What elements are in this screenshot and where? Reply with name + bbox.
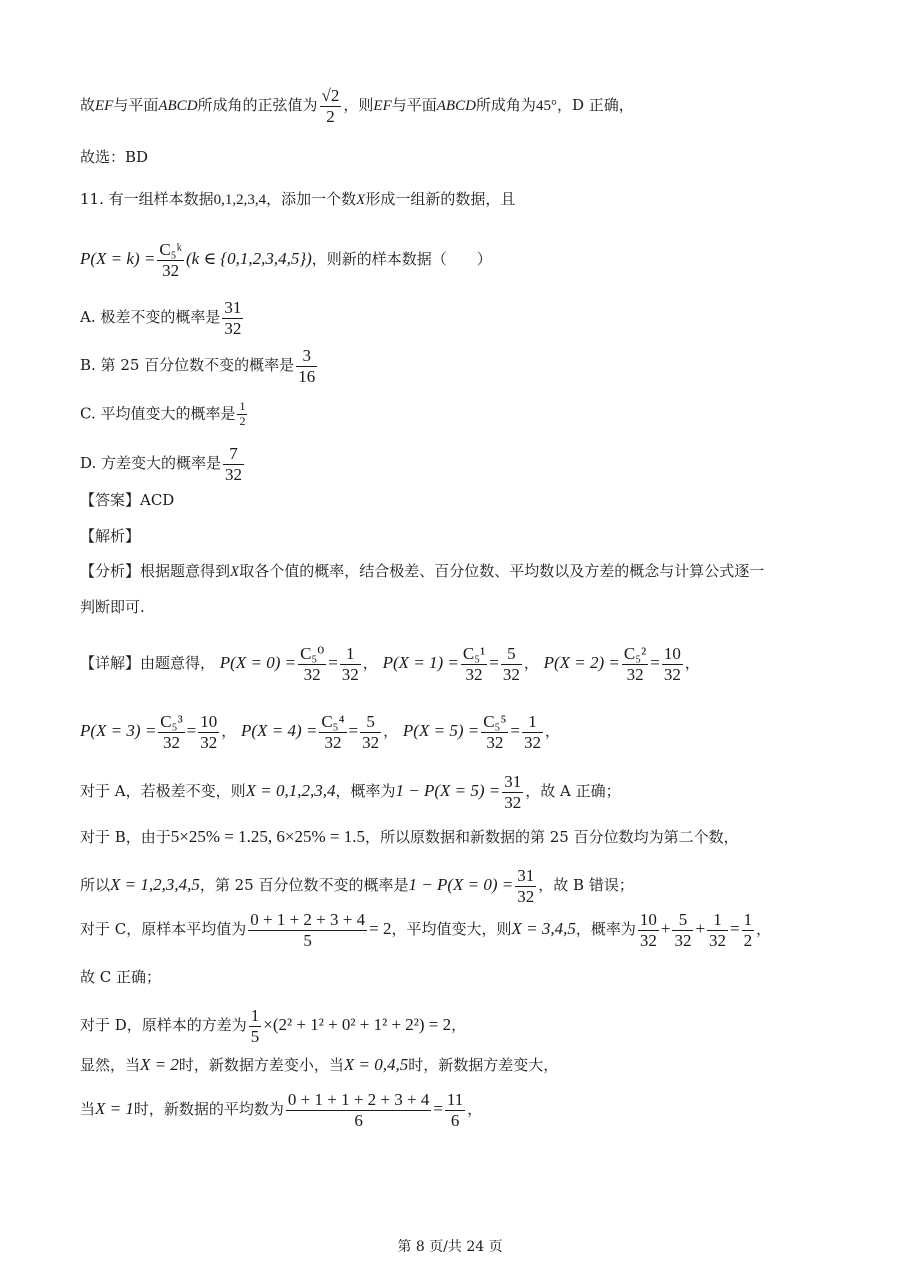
text: 故 [80,96,96,115]
option-b [80,346,319,386]
text: ，概率为 [575,920,636,939]
denominator: 32 [303,664,321,684]
text: 时，新数据方差变大， [408,1056,559,1074]
fraction-sqrt2-over-2 [320,86,342,126]
math: 1 − P(X = 5) = [395,781,501,801]
denominator: 32 [663,664,681,684]
fraction [707,910,728,950]
denominator: 6 [354,1110,363,1130]
math: ABCD [436,98,476,115]
math: X = 3,4,5 [511,919,576,939]
math: X = 2 [140,1055,179,1074]
probability-definition [80,240,492,280]
fraction [248,910,367,950]
denominator: 32 [674,930,692,950]
denominator: 32 [324,732,342,752]
fraction [638,910,659,950]
math: X [230,564,240,580]
option-c [80,400,249,429]
analysis-line-1 [80,564,764,580]
obviously-line [80,1056,558,1073]
analysis-line-2: 判断即可. [80,598,145,616]
analysis-heading: 【解析】 [80,527,141,545]
numerator: C₅² [623,644,647,663]
denominator: 32 [502,664,520,684]
numerator: 31 [504,772,522,791]
numerator: 7 [223,444,244,465]
text: 对于 D，原样本的方差为 [80,1016,247,1035]
math: ×(2² + 1² + 0² + 1² + 2²) = 2 [263,1015,452,1035]
text: ，故 B 错误； [538,876,634,895]
text: A. 极差不变的概率是 [80,308,221,327]
math: P(X = 0) = [219,653,297,673]
fraction [672,910,693,950]
numerator: 10 [663,644,681,663]
text: C. 平均值变大的概率是 [80,404,236,423]
fraction [157,240,184,280]
math: P(X = k) = [80,249,156,269]
fraction [501,644,522,684]
question-11-stem [80,192,515,208]
numerator: 10 [639,910,657,929]
text: 时，新数据的平均数为 [133,1100,284,1119]
text: 时，新数据方差变小，当 [178,1056,344,1074]
fraction [515,866,536,906]
numerator: 1 [239,399,246,413]
math: ABCD [158,98,198,115]
math: X = 0,4,5 [343,1055,409,1074]
fraction [445,1090,465,1130]
text: 与平面 [391,96,437,115]
fraction [481,712,508,752]
denominator: 6 [450,1110,460,1130]
numerator: C₅⁰ [300,644,325,663]
fraction [298,644,326,684]
denominator: 16 [298,366,316,386]
numerator: 31 [224,298,242,317]
fraction [158,712,184,752]
numerator: C₅⁵ [483,712,507,731]
math: X = 0,1,2,3,4 [245,781,336,801]
answer: 【答案】ACD [80,491,175,509]
math: 0,1,2,3,4 [213,192,267,208]
numerator: 5 [501,644,522,665]
page-footer: 第 8 页/共 24 页 [397,1239,503,1255]
fraction [223,444,244,484]
denominator: 32 [504,792,522,812]
math: X = 1,2,3,4,5 [110,875,200,895]
numerator: 11 [446,1090,464,1109]
text: 【详解】由题意得， [80,654,216,673]
fraction [296,346,317,386]
numerator: 31 [517,866,535,885]
denominator: 2 [743,930,753,950]
text: ，则新的样本数据（ ） [311,250,492,269]
denominator: 5 [303,930,312,950]
denominator: 32 [639,930,657,950]
fraction [237,400,247,429]
denominator: 32 [341,664,359,684]
text: ， [756,920,772,939]
option-a [80,298,245,338]
denominator: 32 [162,260,180,280]
text: 与平面 [113,96,159,115]
choose-line: 故选：BD [80,148,149,166]
text: ，添加一个数 [266,190,357,208]
text: ， [467,1100,483,1119]
text: D. 方差变大的概率是 [80,454,222,473]
text: 当 [80,1100,96,1119]
text: ，平均值变大，则 [391,920,512,939]
fraction [286,1090,431,1130]
denominator: 32 [517,886,535,906]
so-b-line [80,866,634,906]
math: P(X = 2) = [543,653,620,673]
line-sine-value [80,86,634,126]
numerator: 1 [522,712,543,733]
numerator: C₅ᵏ [159,240,182,259]
math: P(X = 4) = [241,721,318,741]
math: X = 1 [95,1099,134,1119]
fraction [742,910,755,950]
numerator: C₅⁴ [321,712,345,731]
fraction [319,712,346,752]
text: 【分析】根据题意得到 [80,562,231,580]
for-a-line [80,772,621,812]
for-b-line [80,828,739,845]
for-c-line: 对于 C，原样本平均值为 $\frac{0 + 1 + 2 + 3 + 4}{5}$ = 2，平均值变大，则X = 3,4,5，概率为 $\frac{10}{32}$ + $\frac{5}{32}$ + $\frac{1}{32}$ = $\frac{1}{2}$ ， [80,910,772,950]
numerator: 10 [200,712,218,731]
math: X [356,192,366,208]
text: ，概率为 [335,782,396,801]
denominator: 32 [200,732,218,752]
text: ， [451,1016,467,1035]
denominator: 5 [250,1026,260,1046]
fraction [622,644,648,684]
text: 对于 C，原样本平均值为 [80,920,247,939]
math: EF [95,98,114,115]
math: 5×25% = 1.25, 6×25% = 1.5 [170,827,365,846]
text: 11. 有一组样本数据 [80,190,214,208]
numerator: 0 + 1 + 2 + 3 + 4 [250,910,366,929]
fraction [522,712,543,752]
denominator: 2 [239,413,246,428]
numerator: 5 [360,712,381,733]
text: 所成角的正弦值为 [197,96,318,115]
numerator: C₅³ [160,712,183,731]
text: ，则 [343,96,374,115]
text: ，故 A 正确； [525,782,621,801]
numerator: 1 [340,644,361,665]
numerator: 1 [250,1006,260,1025]
numerator: √2 [321,86,340,105]
denominator: 32 [225,464,243,484]
fraction [461,644,487,684]
text: 所以 [80,876,111,895]
text: B. 第 25 百分位数不变的概率是 [80,356,295,375]
denominator: 32 [465,664,483,684]
c-correct-line: 故 C 正确； [80,968,162,986]
fraction [340,644,361,684]
text: ，D 正确， [556,96,634,115]
text: ，所以原数据和新数据的第 25 百分位数均为第二个数， [364,828,739,846]
numerator: 5 [672,910,693,931]
numerator: 1 [707,910,728,931]
text: 显然，当 [80,1056,141,1074]
math: EF [373,98,392,115]
denominator: 32 [709,930,727,950]
math: 45° [535,98,557,115]
denominator: 32 [486,732,504,752]
detail-probabilities-1: 【详解】由题意得， P(X = 0) = $\frac{\text{C₅⁰}}{32}$ = $\frac{1}{32}$ ， P(X = 1) = $\frac{\text{C₅¹}}{32}$ = $\frac{5}{32}$ ， P(X = 2) = $\frac{\text{C₅²}}{32}$ = $\frac{10}{32}$ ， [80,644,700,684]
text: 取各个值的概率，结合极差、百分位数、平均数以及方差的概念与计算公式逐一 [239,562,765,580]
math: P(X = 1) = [382,653,459,673]
numerator: 1 [743,910,753,929]
denominator: 32 [362,732,380,752]
numerator: C₅¹ [462,644,486,663]
text: ，第 25 百分位数不变的概率是 [199,876,409,895]
fraction [502,772,523,812]
text: 对于 A，若极差不变，则 [80,782,246,801]
fraction [198,712,219,752]
text: 所成角为 [475,96,536,115]
fraction [249,1006,262,1046]
fraction [662,644,683,684]
text: 对于 B，由于 [80,828,171,846]
denominator: 32 [524,732,542,752]
option-d [80,444,246,484]
denominator: 2 [326,106,335,126]
when-x1-line: 当X = 1时，新数据的平均数为 $\frac{0 + 1 + 1 + 2 + 3 + 4}{6}$ = $\frac{11}{6}$ ， [80,1090,483,1130]
math: = 2 [369,919,392,939]
detail-probabilities-2: P(X = 3) = $\frac{\text{C₅³}}{32}$ = $\frac{10}{32}$ ， P(X = 4) = $\frac{\text{C₅⁴}}{32}$ = $\frac{5}{32}$ ， P(X = 5) = $\frac{\text{C₅⁵}}{32}$ = $\frac{1}{32}$ ， [80,712,561,752]
denominator: 32 [162,732,180,752]
fraction [222,298,243,338]
denominator: 32 [626,664,644,684]
math: P(X = 3) = [80,721,157,741]
math: 1 − P(X = 0) = [408,875,514,895]
for-d-line [80,1006,466,1046]
denominator: 32 [224,318,242,338]
fraction [360,712,381,752]
math: (k ∈ {0,1,2,3,4,5}) [185,249,312,269]
text: 形成一组新的数据，且 [365,190,516,208]
math: P(X = 5) = [402,721,480,741]
numerator: 0 + 1 + 1 + 2 + 3 + 4 [287,1090,430,1109]
numerator: 3 [296,346,317,367]
